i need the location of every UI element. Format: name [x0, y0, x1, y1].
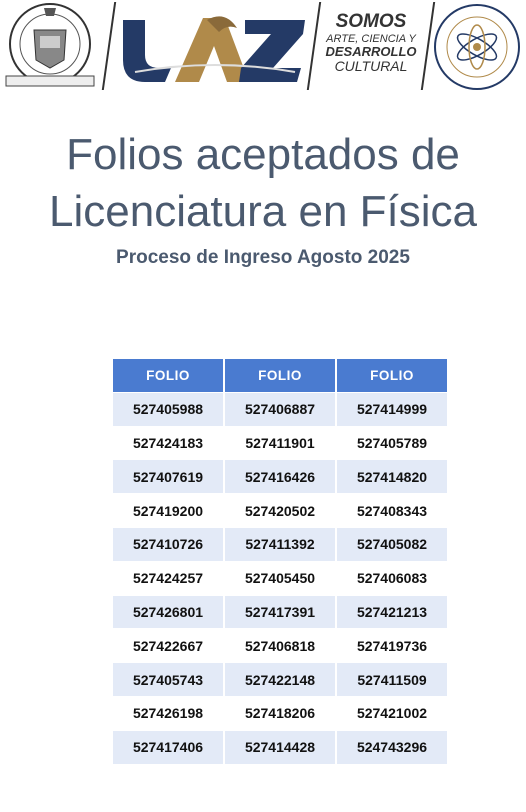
folio-cell: 527420502: [225, 494, 335, 527]
table-row: [113, 427, 447, 460]
folio-cell: 527414999: [337, 393, 447, 426]
uaz-brand-logo: [115, 10, 310, 85]
folio-cell: 527411392: [225, 528, 335, 561]
folio-cell: 527411509: [337, 663, 447, 696]
column-header: FOLIO: [113, 359, 223, 392]
page-subtitle: Proceso de Ingreso Agosto 2025: [116, 247, 410, 268]
folio-cell: 527419200: [113, 494, 223, 527]
page-title: [0, 126, 526, 240]
folio-cell: 527405988: [113, 393, 223, 426]
folio-cell: 527407619: [113, 460, 223, 493]
folio-cell: 527405082: [337, 528, 447, 561]
folio-cell: 527414820: [337, 460, 447, 493]
folio-cell: 527411901: [225, 427, 335, 460]
table-header-row: [113, 359, 447, 392]
folio-cell: 527406887: [225, 393, 335, 426]
folio-cell: 527418206: [225, 697, 335, 730]
uaz-seal-icon: [0, 0, 100, 95]
folio-table: [113, 359, 447, 764]
folio-cell: 527421213: [337, 596, 447, 629]
folio-cell: 527405743: [113, 663, 223, 696]
table-row: [113, 596, 447, 629]
folio-cell: 524743296: [337, 731, 447, 764]
unidad-academica-fisica-logo: [432, 2, 522, 92]
folio-cell: 527426198: [113, 697, 223, 730]
folio-cell: 527405789: [337, 427, 447, 460]
title-line1: Folios aceptados de: [66, 130, 460, 179]
folio-cell: 527424257: [113, 562, 223, 595]
folio-cell: 527422667: [113, 629, 223, 662]
title-line2: Licenciatura en Física: [49, 187, 477, 236]
folio-cell: 527417391: [225, 596, 335, 629]
slogan-line4: CULTURAL: [334, 58, 408, 75]
folio-cell: 527424183: [113, 427, 223, 460]
folio-cell: 527406818: [225, 629, 335, 662]
table-row: [113, 460, 447, 493]
folio-cell: 527426801: [113, 596, 223, 629]
slogan-line1: SOMOS: [335, 11, 407, 32]
column-header: FOLIO: [225, 359, 335, 392]
table-row: [113, 562, 447, 595]
table-row: [113, 731, 447, 764]
folio-cell: 527419736: [337, 629, 447, 662]
table-row: [113, 663, 447, 696]
folio-cell: 527416426: [225, 460, 335, 493]
column-header: FOLIO: [337, 359, 447, 392]
table-row: [113, 393, 447, 426]
header-banner: [0, 0, 526, 95]
table-row: [113, 494, 447, 527]
folio-cell: 527410726: [113, 528, 223, 561]
folio-cell: 527422148: [225, 663, 335, 696]
table-row: [113, 528, 447, 561]
table-row: [113, 697, 447, 730]
slogan-line2: ARTE, CIENCIA Y: [326, 32, 416, 45]
slogan: [318, 12, 424, 74]
folio-cell: 527421002: [337, 697, 447, 730]
folio-cell: 527417406: [113, 731, 223, 764]
folio-cell: 527408343: [337, 494, 447, 527]
folio-cell: 527414428: [225, 731, 335, 764]
slogan-line3: DESARROLLO: [325, 44, 417, 60]
folio-cell: 527405450: [225, 562, 335, 595]
folio-cell: 527406083: [337, 562, 447, 595]
table-row: [113, 629, 447, 662]
